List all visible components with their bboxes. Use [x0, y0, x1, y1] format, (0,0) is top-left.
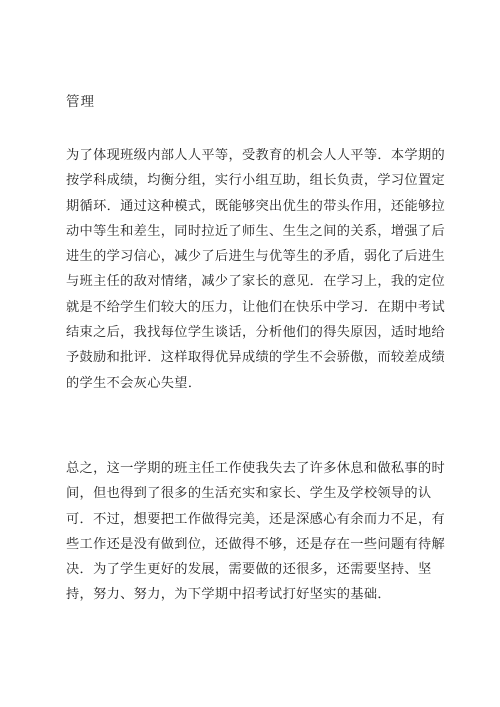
paragraph-line: 结束之后，我找每位学生谈话，分析他们的得失原因，适时地给	[66, 325, 446, 341]
paragraph-line: 总之，这一学期的班主任工作使我失去了许多休息和做私事的时	[66, 461, 446, 476]
paragraph-line: 间，但也得到了很多的生活充实和家长、学生及学校领导的认	[66, 486, 432, 502]
paragraph-line: 为了体现班级内部人人平等，受教育的机会人人平等．本学期的	[66, 148, 446, 163]
paragraph-line: 按学科成绩，均衡分组，实行小组互助，组长负责，学习位置定	[66, 173, 446, 189]
paragraph-line: 就是不给学生们较大的压力，让他们在快乐中学习．在期中考试	[66, 299, 446, 315]
paragraph-line: 与班主任的敌对情绪，减少了家长的意见．在学习上，我的定位	[66, 274, 446, 290]
paragraph-summary	[66, 456, 446, 608]
paragraph-line: 决．为了学生更好的发展，需要做的还很多，还需要坚持、坚	[66, 562, 432, 578]
paragraph-line: 期循环．通过这种模式，既能够突出优生的带头作用，还能够拉	[66, 198, 446, 214]
paragraph-line: 进生的学习信心，减少了后进生与优等生的矛盾，弱化了后进生	[66, 249, 446, 265]
paragraph-line: 持，努力、努力，为下学期中招考试打好坚实的基础．	[66, 587, 391, 603]
paragraph-line: 可．不过，想要把工作做得完美，还是深感心有余而力不足，有	[66, 511, 446, 527]
section-heading: 管理	[66, 94, 95, 110]
paragraph-line: 予鼓励和批评．这样取得优异成绩的学生不会骄傲，而较差成绩	[66, 350, 446, 366]
paragraph-line: 的学生不会灰心失望．	[66, 375, 202, 391]
paragraph-class-management	[66, 143, 446, 396]
paragraph-line: 些工作还是没有做到位，还做得不够，还是存在一些问题有待解	[66, 536, 446, 552]
paragraph-line: 动中等生和差生，同时拉近了师生、生生之间的关系，增强了后	[66, 223, 446, 239]
